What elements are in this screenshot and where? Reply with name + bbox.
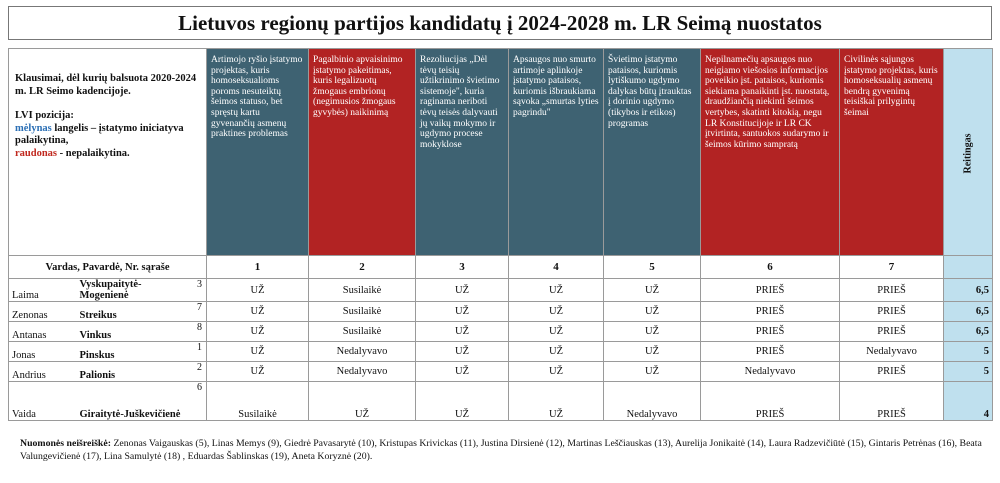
names-header: Vardas, Pavardė, Nr. sąraše (9, 256, 207, 279)
intro-cell (9, 49, 207, 256)
question-1: Artimojo ryšio įstatymo projektas, kuris homoseksualioms poroms nesuteiktų šeimos statuso, bet spręstų kartu gyvenančių asmenų praktines problemas (207, 49, 309, 256)
rating-header (944, 49, 993, 256)
legend-text (15, 123, 202, 148)
candidate-last-name: Palionis (77, 362, 185, 382)
vote-cell: PRIEŠ (701, 342, 840, 362)
candidate-first-name: Vaida (9, 382, 77, 421)
vote-cell: Susilaikė (309, 302, 416, 322)
vote-cell: UŽ (509, 322, 604, 342)
vote-cell: UŽ (416, 362, 509, 382)
candidate-first-name: Antanas (9, 322, 77, 342)
rating-value: 5 (944, 362, 993, 382)
vote-cell: PRIEŠ (701, 382, 840, 421)
vote-cell: UŽ (604, 279, 701, 302)
rating-value: 6,5 (944, 279, 993, 302)
vote-cell: UŽ (509, 302, 604, 322)
vote-cell: PRIEŠ (840, 322, 944, 342)
table-row (9, 322, 993, 342)
vote-cell: Susilaikė (309, 322, 416, 342)
col-number: 5 (604, 256, 701, 279)
col-number: 2 (309, 256, 416, 279)
vote-cell: PRIEŠ (840, 382, 944, 421)
vote-cell: UŽ (416, 342, 509, 362)
col-number: 3 (416, 256, 509, 279)
vote-cell: UŽ (207, 342, 309, 362)
candidate-last-name: Vyskupaitytė-Mogenienė (77, 279, 185, 302)
candidate-first-name: Jonas (9, 342, 77, 362)
footer-text: Zenonas Vaigauskas (5), Linas Memys (9), Giedrė Pavasarytė (10), Kristupas Krivickas (11), Justina Dirsienė (12), Martinas Leščiauskas (13), Aurelija Jonikaitė (14), Laura Radzevičiūtė (15), Gintaris Petrėnas (16), Beata Valungevičienė (17), Lina Samulytė (18) , Eduardas Šablinskas (19), Aneta Koryznė (20). (20, 438, 982, 462)
rating-column-spacer (944, 256, 993, 279)
legend-blue: mėlynas (15, 122, 52, 134)
footer-note (20, 438, 995, 463)
vote-cell: PRIEŠ (701, 302, 840, 322)
candidate-list-number: 6 (185, 382, 207, 421)
vote-cell: Susilaikė (309, 279, 416, 302)
vote-cell: UŽ (416, 382, 509, 421)
legend-text-red (15, 148, 202, 161)
vote-cell: UŽ (207, 362, 309, 382)
table-row (9, 382, 993, 421)
vote-cell: Nedalyvavo (309, 342, 416, 362)
table-row (9, 342, 993, 362)
col-number: 1 (207, 256, 309, 279)
candidate-last-name: Vinkus (77, 322, 185, 342)
footer-label: Nuomonės neišreiškė: (20, 438, 111, 449)
candidate-list-number: 7 (185, 302, 207, 322)
question-3: Rezoliucijas „Dėl tėvų teisių užtikrinimo švietimo sistemoje", kuria raginama neriboti tėvų teisės dalyvauti jų vaikų mokymo ir ugdymo procese mokyklose (416, 49, 509, 256)
vote-cell: UŽ (509, 382, 604, 421)
number-row (9, 256, 993, 279)
intro-text: Klausimai, dėl kurių balsuota 2020-2024 m. LR Seimo kadencijoje. (15, 73, 197, 97)
page-title: Lietuvos regionų partijos kandidatų į 2024-2028 m. LR Seimą nuostatos (8, 6, 992, 40)
question-7: Civilinės sąjungos įstatymo projektas, kuris homoseksualių asmenų bendrą gyvenimą teisiškai prilygintų šeimai (840, 49, 944, 256)
col-number: 7 (840, 256, 944, 279)
table-row (9, 279, 993, 302)
vote-cell: UŽ (604, 342, 701, 362)
vote-cell: UŽ (416, 322, 509, 342)
vote-cell: UŽ (604, 302, 701, 322)
table-row (9, 362, 993, 382)
vote-cell: PRIEŠ (701, 322, 840, 342)
legend-red: raudonas (15, 147, 58, 159)
vote-cell: PRIEŠ (840, 362, 944, 382)
vote-cell: PRIEŠ (701, 279, 840, 302)
vote-cell: UŽ (604, 322, 701, 342)
vote-cell: Susilaikė (207, 382, 309, 421)
positions-table (8, 48, 993, 421)
rating-value: 6,5 (944, 302, 993, 322)
vote-cell: UŽ (509, 279, 604, 302)
candidate-first-name: Zenonas (9, 302, 77, 322)
rating-value: 5 (944, 342, 993, 362)
vote-cell: UŽ (509, 342, 604, 362)
candidate-list-number: 8 (185, 322, 207, 342)
vote-cell: UŽ (309, 382, 416, 421)
question-4: Apsaugos nuo smurto artimoje aplinkoje įstatymo pataisos, kuriomis išbraukiama sąvoka „smurtas lyties pagrindu" (509, 49, 604, 256)
candidate-last-name: Pinskus (77, 342, 185, 362)
vote-cell: Nedalyvavo (840, 342, 944, 362)
vote-cell: Nedalyvavo (309, 362, 416, 382)
candidate-last-name: Giraitytė-Juškevičienė (77, 382, 185, 421)
vote-cell: UŽ (416, 279, 509, 302)
rating-label: Reitingas (962, 133, 974, 174)
rating-value: 6,5 (944, 322, 993, 342)
question-2: Pagalbinio apvaisinimo įstatymo pakeitimas, kuris legalizuotų žmogaus embrionų (negimusios žmogaus gyvybės) naikinimą (309, 49, 416, 256)
legend-blue-desc: langelis – įstatymo iniciatyva palaikytina, (15, 122, 184, 146)
vote-cell: UŽ (509, 362, 604, 382)
legend-red-desc: - nepalaikytina. (57, 147, 130, 159)
candidate-first-name: Laima (9, 279, 77, 302)
vote-cell: PRIEŠ (840, 302, 944, 322)
candidate-list-number: 3 (185, 279, 207, 302)
vote-cell: UŽ (207, 302, 309, 322)
vote-cell: Nedalyvavo (701, 362, 840, 382)
candidate-list-number: 1 (185, 342, 207, 362)
question-5: Švietimo įstatymo pataisos, kuriomis lytiškumo ugdymo dalykas būtų įtrauktas į dorinio ugdymo (tikybos ir etikos) programas (604, 49, 701, 256)
col-number: 4 (509, 256, 604, 279)
vote-cell: Nedalyvavo (604, 382, 701, 421)
candidate-last-name: Streikus (77, 302, 185, 322)
vote-cell: UŽ (207, 322, 309, 342)
lvi-label: LVI pozicija: (15, 110, 74, 121)
vote-cell: PRIEŠ (840, 279, 944, 302)
vote-cell: UŽ (416, 302, 509, 322)
vote-cell: UŽ (604, 362, 701, 382)
col-number: 6 (701, 256, 840, 279)
vote-cell: UŽ (207, 279, 309, 302)
question-6: Nepilnamečių apsaugos nuo neigiamo viešosios informacijos poveikio įst. pataisos, kuriomis siekiama panaikinti įst. nuostatą, draudžiančią niekinti šeimos vertybes, skatinti kitokią, negu LR Konstitucijoje ir LR CK įtvirtinta, santuokos sudarymo ir šeimos kūrimo sampratą (701, 49, 840, 256)
table-row (9, 302, 993, 322)
candidate-first-name: Andrius (9, 362, 77, 382)
candidate-list-number: 2 (185, 362, 207, 382)
rating-value: 4 (944, 382, 993, 421)
header-row (9, 49, 993, 256)
